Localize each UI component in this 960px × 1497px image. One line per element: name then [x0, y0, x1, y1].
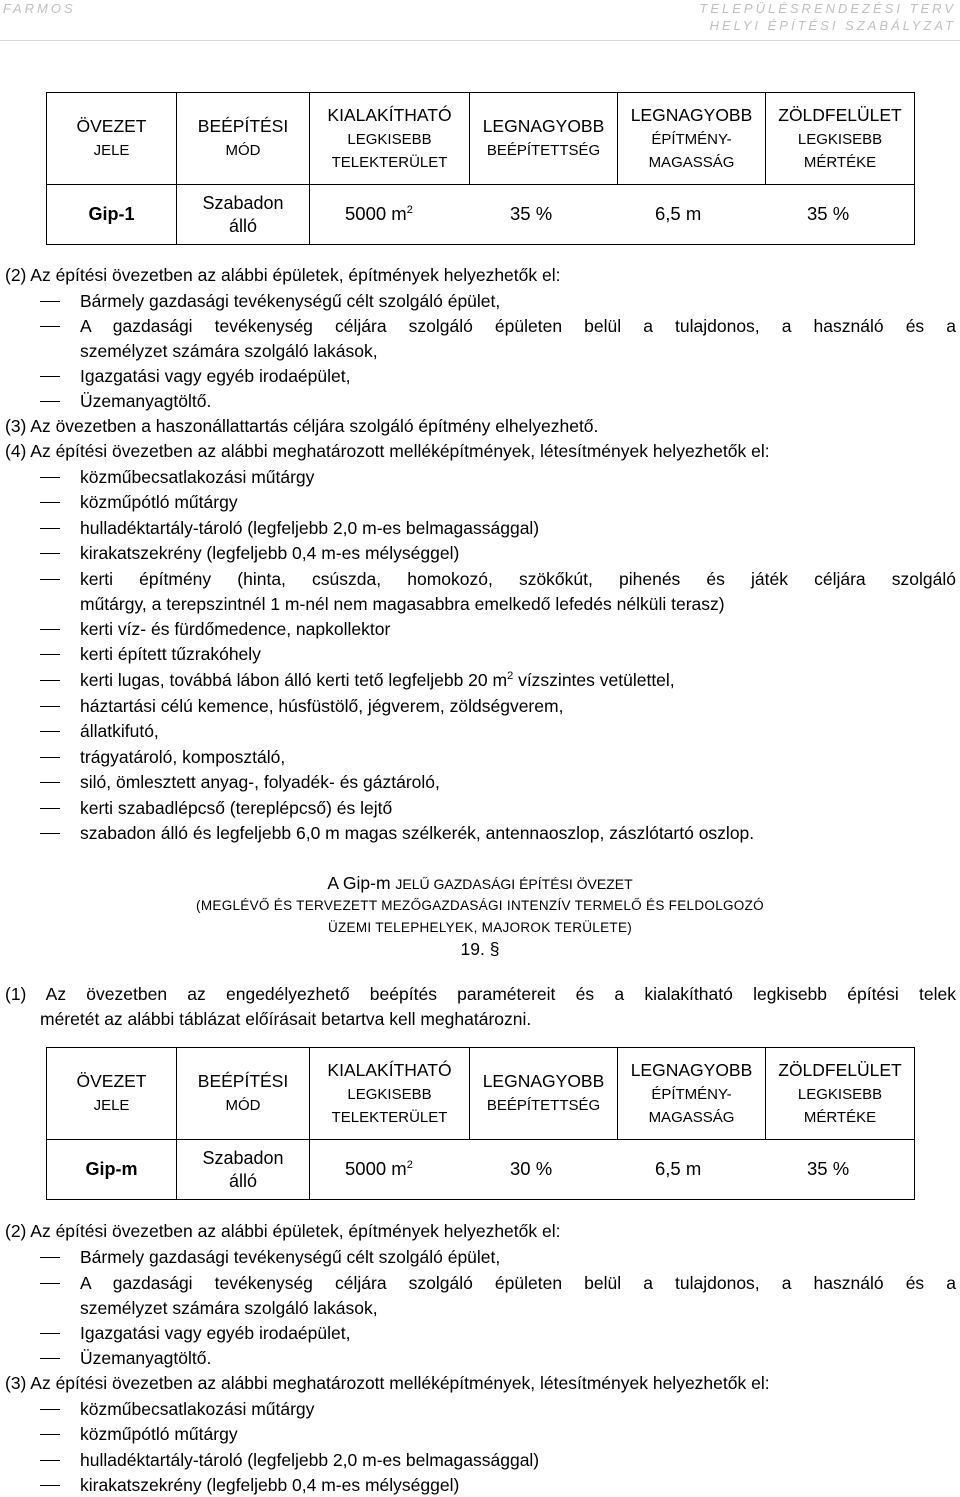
section-subtitle-1: (MEGLÉVŐ ÉS TERVEZETT MEZŐGAZDASÁGI INTENZÍV TERMELŐ ÉS FELDOLGOZÓ [196, 898, 764, 913]
table-header-row [47, 1048, 915, 1140]
min-lot-area: 5000 $m^2$ [345, 203, 413, 224]
list-item: kerti víz- és fürdőmedence, napkollektor [80, 619, 391, 639]
bullet-dash [40, 782, 60, 783]
list-item: hulladéktartály-tároló (legfeljebb 2,0 m-es belmagassággal) [80, 518, 540, 538]
header-right [699, 0, 956, 34]
building-mode: Szabadon álló [177, 1140, 310, 1200]
zone-values [310, 1140, 915, 1200]
list-item-cont: személyzet számára szolgáló lakások, [80, 1298, 378, 1318]
paragraph-4: (4) Az építési övezetben az alábbi meghatározott melléképítmények, létesítmények helyezhetők el: [5, 441, 770, 461]
zone-values [310, 185, 915, 245]
col-header-max-coverage: LEGNAGYOBB BEÉPÍTETTSÉG [470, 1048, 618, 1140]
header-right-line2: HELYI ÉPÍTÉSI SZABÁLYZAT [709, 18, 956, 33]
col-header-zone-code: ÖVEZET JELE [47, 93, 177, 185]
list-item: hulladéktartály-tároló (legfeljebb 2,0 m-es belmagassággal) [80, 1450, 540, 1470]
col-header-max-coverage: LEGNAGYOBB BEÉPÍTETTSÉG [470, 93, 618, 185]
list-item: kirakatszekrény (legfeljebb 0,4 m-es mélységgel) [80, 543, 460, 563]
bullet-dash [40, 1409, 60, 1410]
col-header-max-height: LEGNAGYOBB ÉPÍTMÉNY- MAGASSÁG [618, 1048, 766, 1140]
list-item: Üzemanyagtöltő. [80, 1348, 212, 1368]
max-height: 6,5 m [655, 203, 702, 224]
bullet-dash [40, 579, 60, 580]
header-left: FARMOS [3, 1, 76, 16]
list-item: közműbecsatlakozási műtárgy [80, 467, 315, 487]
min-lot-area: 5000 $m^2$ [345, 1158, 413, 1179]
paragraph-number: 19. § [460, 939, 500, 959]
col-header-zone-code: ÖVEZET JELE [47, 1048, 177, 1140]
list-item: kerti szabadlépcső (tereplépcső) és lejtő [80, 798, 393, 818]
col-header-min-green: ZÖLDFELÜLET LEGKISEBB MÉRTÉKE [766, 93, 915, 185]
paragraph-1-cont: méretét az alábbi táblázat előírásait betartva kell meghatározni. [40, 1009, 532, 1029]
list-item: Igazgatási vagy egyéb irodaépület, [80, 1323, 351, 1343]
list-item: állatkifutó, [80, 721, 159, 741]
header-right-line1: TELEPÜLÉSRENDEZÉSI TERV [699, 1, 956, 16]
bullet-dash [40, 1257, 60, 1258]
min-green: 35 % [807, 203, 850, 224]
zone-code: Gip-m [47, 1140, 177, 1200]
section-title: A Gip-m JELŰ GAZDASÁGI ÉPÍTÉSI ÖVEZET [327, 873, 633, 893]
zone-table-gip-1 [46, 92, 915, 245]
bullet-dash [40, 553, 60, 554]
zone-table-gip-m [46, 1047, 915, 1200]
min-green: 35 % [807, 1158, 850, 1179]
list-item: háztartási célú kemence, húsfüstölő, jégverem, zöldségverem, [80, 696, 564, 716]
max-coverage: 30 % [510, 1158, 553, 1179]
bullet-dash [40, 376, 60, 377]
bullet-dash [40, 833, 60, 834]
paragraph-2: (2) Az építési övezetben az alábbi épületek, építmények helyezhetők el: [5, 265, 561, 285]
list-item: siló, ömlesztett anyag-, folyadék- és gáztároló, [80, 772, 440, 792]
paragraph-1: (1) Az övezetben az engedélyezhető beépítés paramétereit és a kialakítható legkisebb építési telek [5, 984, 956, 1004]
col-header-min-green: ZÖLDFELÜLET LEGKISEBB MÉRTÉKE [766, 1048, 915, 1140]
section-subtitle-2: ÜZEMI TELEPHELYEK, MAJOROK TERÜLETE) [327, 920, 633, 935]
bullet-dash [40, 401, 60, 402]
max-height: 6,5 m [655, 1158, 702, 1179]
max-coverage: 35 % [510, 203, 553, 224]
table-row [47, 185, 915, 245]
list-item: kirakatszekrény (legfeljebb 0,4 m-es mélységgel) [80, 1475, 460, 1495]
list-item: kerti építmény (hinta, csúszda, homokozó, szökőkút, pihenés és játék céljára szolgáló [80, 569, 956, 589]
bullet-dash [40, 477, 60, 478]
list-item: szabadon álló és legfeljebb 6,0 m magas szélkerék, antennaoszlop, zászlótartó oszlop. [80, 823, 755, 843]
bullet-dash [40, 1333, 60, 1334]
list-item: Igazgatási vagy egyéb irodaépület, [80, 366, 351, 386]
paragraph-3: (3) Az övezetben a haszonállattartás céljára szolgáló építmény elhelyezhető. [5, 416, 599, 436]
table-row [47, 1140, 915, 1200]
bullet-dash [40, 731, 60, 732]
bullet-dash [40, 1485, 60, 1486]
table-header-row [47, 93, 915, 185]
building-mode: Szabadon álló [177, 185, 310, 245]
list-item: közműpótló műtárgy [80, 1424, 238, 1444]
col-header-building-mode: BEÉPÍTÉSI MÓD [177, 93, 310, 185]
bullet-dash [40, 808, 60, 809]
list-item-cont: műtárgy, a terepszintnél 1 m-nél nem magasabbra emelkedő lefedés nélküli terasz) [80, 594, 725, 614]
bullet-dash [40, 326, 60, 327]
paragraph-2: (2) Az építési övezetben az alábbi épületek, építmények helyezhetők el: [5, 1221, 561, 1241]
list-item: A gazdasági tevékenység céljára szolgáló épületen belül a tulajdonos, a használó és a [80, 316, 956, 336]
paragraph-3: (3) Az építési övezetben az alábbi meghatározott melléképítmények, létesítmények helyezhetők el: [5, 1373, 770, 1393]
list-item: Bármely gazdasági tevékenységű célt szolgáló épület, [80, 1247, 501, 1267]
list-item-cont: személyzet számára szolgáló lakások, [80, 341, 378, 361]
col-header-min-lot: KIALAKÍTHATÓ LEGKISEBB TELEKTERÜLET [310, 1048, 470, 1140]
list-item: közműpótló műtárgy [80, 492, 238, 512]
bullet-dash [40, 680, 60, 681]
bullet-dash [40, 301, 60, 302]
list-item: Bármely gazdasági tevékenységű célt szolgáló épület, [80, 291, 501, 311]
col-header-min-lot: KIALAKÍTHATÓ LEGKISEBB TELEKTERÜLET [310, 93, 470, 185]
col-header-max-height: LEGNAGYOBB ÉPÍTMÉNY- MAGASSÁG [618, 93, 766, 185]
col-header-building-mode: BEÉPÍTÉSI MÓD [177, 1048, 310, 1140]
bullet-dash [40, 1434, 60, 1435]
bullet-dash [40, 1283, 60, 1284]
bullet-dash [40, 757, 60, 758]
list-item: közműbecsatlakozási műtárgy [80, 1399, 315, 1419]
bullet-dash [40, 502, 60, 503]
list-item: kerti épített tűzrakóhely [80, 644, 261, 664]
bullet-dash [40, 528, 60, 529]
list-item: kerti lugas, továbbá lábon álló kerti tető legfeljebb 20 $m^2$ vízszintes vetülettel, [80, 670, 675, 690]
list-item: Üzemanyagtöltő. [80, 391, 212, 411]
list-item: A gazdasági tevékenység céljára szolgáló épületen belül a tulajdonos, a használó és a [80, 1273, 956, 1293]
bullet-dash [40, 654, 60, 655]
zone-code: Gip-1 [47, 185, 177, 245]
bullet-dash [40, 1460, 60, 1461]
list-item: trágyatároló, komposztáló, [80, 747, 286, 767]
bullet-dash [40, 1358, 60, 1359]
bullet-dash [40, 629, 60, 630]
header-divider [0, 40, 960, 41]
bullet-dash [40, 706, 60, 707]
